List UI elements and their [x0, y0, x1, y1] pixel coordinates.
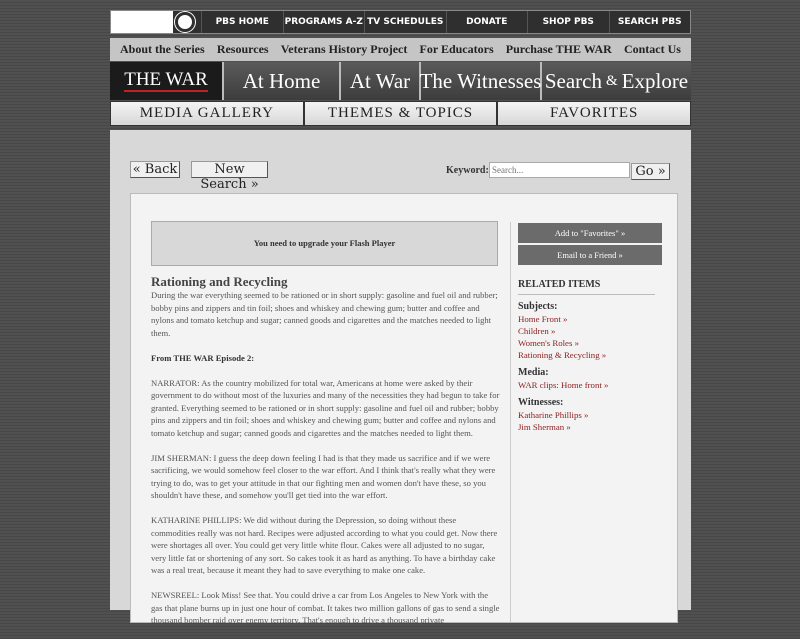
keyword-label: Keyword:	[446, 165, 489, 176]
pbs-home-link[interactable]: PBS HOME	[201, 11, 283, 33]
favorites-tab[interactable]: FAVORITES	[498, 102, 690, 125]
nav-at-war[interactable]: At War	[341, 62, 419, 100]
resources-link[interactable]: Resources	[216, 42, 269, 56]
for-educators-link[interactable]: For Educators	[419, 42, 494, 56]
article-intro: During the war everything seemed to be rationed or in short supply: gasoline and fuel oil and rubber; bobby pins and zippers and tin foil; shoes and whiskey and chewing gum; butter and coffee and nylons and tomato ketchup and sugar; canned goods and cigarettes and the matches needed to light them.	[151, 290, 498, 338]
label: &	[605, 72, 618, 89]
secondary-nav	[110, 38, 691, 61]
pbs-logo-icon[interactable]	[175, 12, 195, 32]
label: Search	[544, 68, 602, 93]
email-friend-button[interactable]: Email to a Friend »	[518, 245, 662, 265]
article-paragraph: NARRATOR: As the country mobilized for total war, Americans at home were asked by their government to do without most of the luxuries and many of the necessities they had begun to take for granted. Everything seemed to be rationed or in short supply: gasoline and fuel oil and rubber; bobby pins and zippers and tin foil; shoes and whiskey and chewing gum; butter and coffee and nylons and tomato ketchup and sugar; canned goods and cigarettes and the matches needed to light them.	[151, 377, 500, 438]
add-to-favorites-button[interactable]: Add to "Favorites" »	[518, 223, 662, 243]
go-button[interactable]: Go »	[631, 163, 670, 180]
veterans-history-link[interactable]: Veterans History Project	[280, 42, 408, 56]
nav-witnesses[interactable]: The Witnesses	[421, 62, 540, 100]
article-paragraph: JIM SHERMAN: I guess the deep down feeling I had is that they made us sacrifice and if we were sacrificing, we would somehow feel closer to the war effort. And I think that's really what they were trying to do, was to get your attitude in that our fighting men and women don't have these, so you shouldn't have these, and somehow you'll get tied into the war effort.	[151, 452, 496, 500]
content-panel	[130, 193, 678, 623]
about-series-link[interactable]: About the Series	[120, 42, 205, 56]
purchase-link[interactable]: Purchase THE WAR	[505, 42, 612, 56]
pbs-bar	[110, 10, 691, 34]
article-paragraph: NEWSREEL: Look Miss! See that. You could drive a car from Los Angeles to New York with the gas that plane burns up in just one hour of combat. It takes two million gallons of gas to send a single thousand bomber raid over enemy territory. That's enough to drive a thousand private	[151, 590, 500, 625]
nav-at-home[interactable]: At Home	[224, 62, 339, 100]
subject-link[interactable]: Rationing & Recycling »	[518, 350, 607, 360]
content-area	[110, 130, 691, 625]
new-search-button[interactable]: New Search »	[191, 161, 268, 178]
media-link[interactable]: WAR clips: Home front »	[518, 380, 609, 390]
subject-link[interactable]: Women's Roles »	[518, 338, 579, 348]
related-items-heading: RELATED ITEMS	[518, 279, 655, 295]
article-paragraph: KATHARINE PHILLIPS: We did without during the Depression, so doing without these commodities really was not hard. Recipes were adjusted according to what you could get. Now there were shortages all over. You could get very little white flour. Cakes were all adjusted to no sugar, very little fat or shortening of any sort. So cakes took it as hard as anything. To have a birthday cake was a real treat, because it meant they had to save everything to make one cake.	[151, 515, 498, 575]
flash-player-placeholder: You need to upgrade your Flash Player	[151, 221, 498, 266]
sub-nav	[110, 101, 691, 126]
subject-link[interactable]: Children »	[518, 326, 556, 336]
column-divider	[510, 222, 511, 622]
donate-link[interactable]: DONATE	[446, 11, 528, 33]
media-heading: Media:	[518, 367, 549, 378]
article-title: Rationing and Recycling	[151, 274, 288, 289]
witnesses-heading: Witnesses:	[518, 397, 564, 408]
the-war-logo[interactable]	[110, 62, 222, 100]
subjects-heading: Subjects:	[518, 301, 558, 312]
keyword-search-input[interactable]	[489, 162, 630, 178]
page-frame	[110, 10, 691, 625]
label: Explore	[621, 68, 689, 93]
logo-text: THE WAR	[124, 69, 208, 90]
back-button[interactable]: « Back	[130, 161, 180, 178]
witness-link[interactable]: Katharine Phillips »	[518, 410, 589, 420]
article	[151, 274, 501, 639]
main-nav	[110, 62, 691, 100]
themes-topics-tab[interactable]: THEMES & TOPICS	[305, 102, 497, 125]
tv-schedules-link[interactable]: TV SCHEDULES	[364, 11, 446, 33]
witness-link[interactable]: Jim Sherman »	[518, 422, 571, 432]
pbs-bar-blank	[111, 11, 173, 33]
subject-link[interactable]: Home Front »	[518, 314, 568, 324]
programs-az-link[interactable]: PROGRAMS A-Z	[283, 11, 365, 33]
sidebar	[518, 223, 662, 433]
search-pbs-link[interactable]: SEARCH PBS	[609, 11, 691, 33]
media-gallery-tab[interactable]: MEDIA GALLERY	[111, 102, 303, 125]
article-source: From THE WAR Episode 2:	[151, 352, 255, 363]
shop-pbs-link[interactable]: SHOP PBS	[527, 11, 609, 33]
nav-search-explore[interactable]	[542, 62, 691, 100]
contact-us-link[interactable]: Contact Us	[623, 42, 681, 56]
